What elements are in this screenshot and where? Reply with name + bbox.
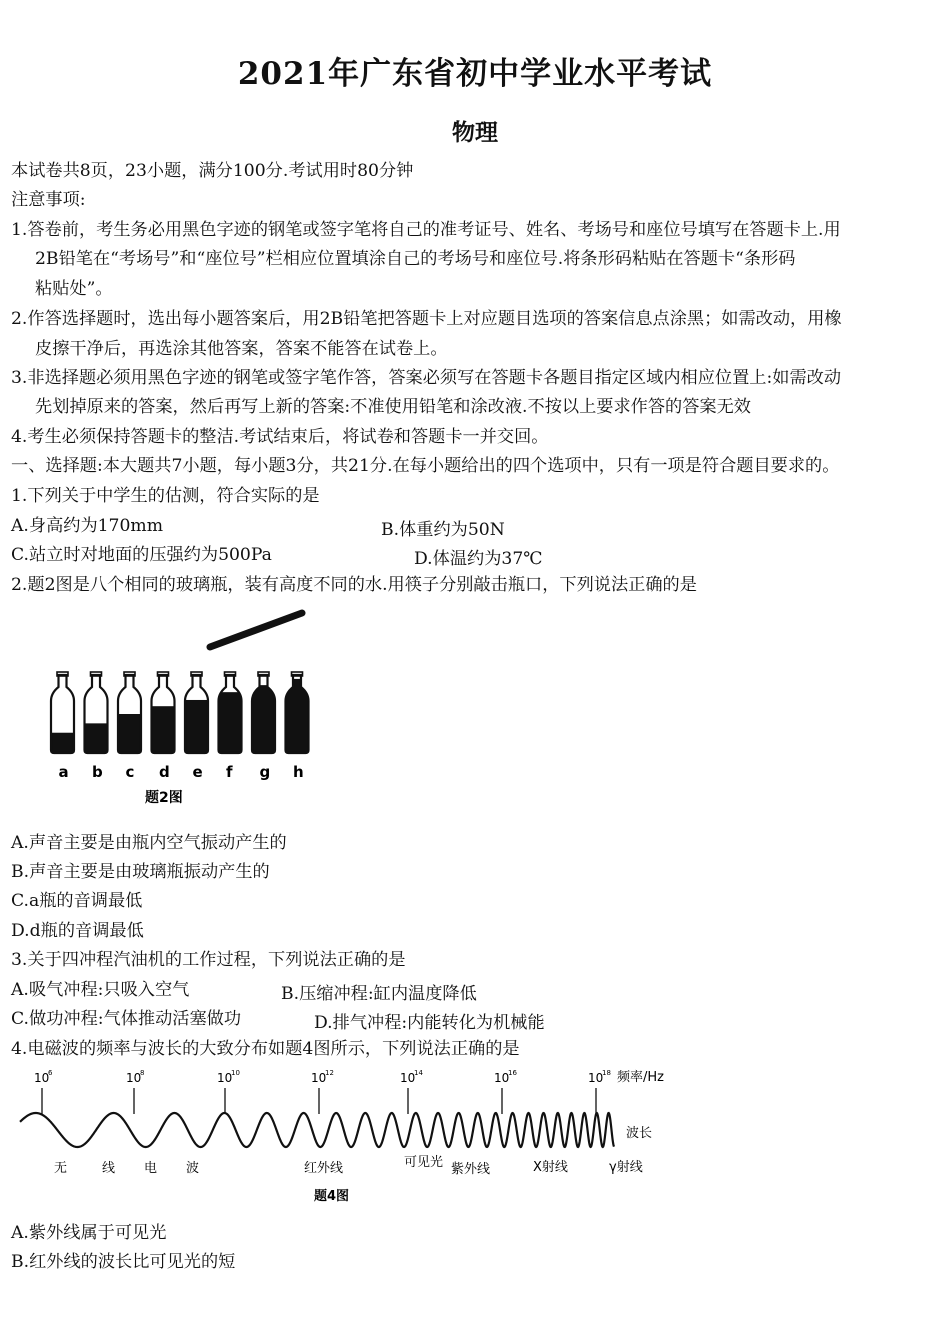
q1-option-a: A.身高约为170mm bbox=[11, 516, 164, 536]
svg-text:10: 10 bbox=[311, 1071, 327, 1085]
bottle-label-g: g bbox=[259, 763, 271, 781]
svg-text:16: 16 bbox=[508, 1069, 517, 1077]
band-gamma: γ射线 bbox=[609, 1160, 643, 1175]
q3-stem: 3.关于四冲程汽油机的工作过程，下列说法正确的是 bbox=[11, 950, 406, 970]
water-f bbox=[217, 692, 244, 755]
subject-title: 物理 bbox=[452, 119, 498, 146]
water-e bbox=[183, 700, 210, 755]
frequency-tick-1e12 bbox=[311, 1069, 334, 1114]
q1-option-b: B.体重约为50N bbox=[381, 520, 505, 540]
notice-1-line-1: 1.答卷前，考生务必用黑色字迹的钢笔或签字笔将自己的准考证号、姓名、考场号和座位号填写在答题卡上.用 bbox=[11, 220, 841, 240]
exam-title: 2021年广东省初中学业水平考试 bbox=[237, 56, 713, 92]
q1-stem: 1.下列关于中学生的估测，符合实际的是 bbox=[11, 486, 320, 506]
frequency-tick-1e10 bbox=[217, 1069, 240, 1114]
svg-text:8: 8 bbox=[140, 1069, 145, 1077]
frequency-tick-1e6 bbox=[34, 1069, 53, 1114]
q2-option-c: C.a瓶的音调最低 bbox=[11, 891, 143, 911]
bottle-c bbox=[116, 672, 143, 755]
q2-option-a: A.声音主要是由瓶内空气振动产生的 bbox=[11, 833, 287, 853]
svg-text:10: 10 bbox=[34, 1071, 50, 1085]
bottle-e bbox=[183, 672, 210, 755]
svg-text:10: 10 bbox=[217, 1071, 233, 1085]
svg-text:10: 10 bbox=[494, 1071, 510, 1085]
bottle-label-e: e bbox=[192, 763, 203, 781]
bottle-b bbox=[83, 672, 110, 755]
bottle-label-f: f bbox=[226, 763, 233, 781]
q2-stem: 2.题2图是八个相同的玻璃瓶，装有高度不同的水.用筷子分别敲击瓶口，下列说法正确的是 bbox=[11, 575, 697, 595]
band-infrared: 红外线 bbox=[304, 1161, 344, 1176]
notice-3-line-1: 3.非选择题必须用黑色字迹的钢笔或签字笔作答，答案必须写在答题卡各题目指定区域内相应位置上:如需改动 bbox=[11, 368, 842, 388]
svg-text:10: 10 bbox=[231, 1069, 240, 1077]
frequency-unit-label: 频率/Hz bbox=[617, 1070, 664, 1085]
q2-option-b: B.声音主要是由玻璃瓶振动产生的 bbox=[11, 862, 270, 882]
figure-4-spectrum bbox=[14, 1064, 704, 1214]
wavelength-curve bbox=[20, 1113, 614, 1147]
band-radio-3: 电 bbox=[144, 1161, 158, 1176]
bottle-a bbox=[49, 672, 76, 755]
bottle-label-group bbox=[59, 763, 304, 781]
water-d bbox=[150, 706, 177, 755]
water-a bbox=[49, 733, 76, 755]
frequency-tick-1e16 bbox=[494, 1069, 517, 1114]
bottle-group bbox=[49, 672, 311, 755]
exam-intro: 本试卷共8页，23小题，满分100分.考试用时80分钟 bbox=[11, 161, 414, 181]
water-b bbox=[83, 723, 110, 755]
notice-1-line-2: 2B铅笔在“考场号”和“座位号”栏相应位置填涂自己的考场号和座位号.将条形码粘贴在答题卡“条形码 bbox=[35, 249, 796, 269]
svg-text:12: 12 bbox=[325, 1069, 334, 1077]
frequency-tick-1e14 bbox=[400, 1069, 423, 1114]
bottle-h bbox=[284, 672, 311, 755]
notice-2-line-1: 2.作答选择题时，选出每小题答案后，用2B铅笔把答题卡上对应题目选项的答案信息点涂黑；如需改动，用橡 bbox=[11, 309, 842, 329]
q2-option-d: D.d瓶的音调最低 bbox=[11, 921, 144, 941]
bottle-label-a: a bbox=[58, 763, 69, 781]
figure-2-caption: 题2图 bbox=[145, 790, 183, 806]
notice-1-line-3: 粘贴处”。 bbox=[35, 279, 113, 299]
bottle-f bbox=[217, 672, 244, 755]
svg-text:14: 14 bbox=[414, 1069, 423, 1077]
bottle-label-h: h bbox=[293, 763, 304, 781]
q4-option-a: A.紫外线属于可见光 bbox=[11, 1223, 167, 1243]
bottle-label-b: b bbox=[92, 763, 103, 781]
frequency-tick-1e8 bbox=[126, 1069, 144, 1114]
svg-text:10: 10 bbox=[126, 1071, 142, 1085]
band-radio-2: 线 bbox=[102, 1161, 116, 1176]
q1-option-c: C.站立时对地面的压强约为500Pa bbox=[11, 545, 272, 565]
bottle-d bbox=[150, 672, 177, 755]
frequency-tick-1e18 bbox=[588, 1069, 611, 1114]
band-visible: 可见光 bbox=[404, 1155, 444, 1170]
notice-heading: 注意事项: bbox=[11, 190, 86, 210]
section-1-heading: 一、选择题:本大题共7小题，每小题3分，共21分.在每小题给出的四个选项中，只有一项是符合题目要求的。 bbox=[11, 456, 840, 476]
band-radio-4: 波 bbox=[186, 1161, 200, 1176]
water-c bbox=[116, 714, 143, 755]
svg-text:10: 10 bbox=[400, 1071, 416, 1085]
figure-4-caption: 题4图 bbox=[314, 1189, 350, 1204]
bottle-label-c: c bbox=[125, 763, 135, 781]
q3-option-d: D.排气冲程:内能转化为机械能 bbox=[314, 1013, 545, 1033]
q3-option-a: A.吸气冲程:只吸入空气 bbox=[11, 980, 190, 1000]
q4-stem: 4.电磁波的频率与波长的大致分布如题4图所示，下列说法正确的是 bbox=[11, 1039, 520, 1059]
notice-3-line-2: 先划掉原来的答案，然后再写上新的答案:不准使用铅笔和涂改液.不按以上要求作答的答案无效 bbox=[35, 397, 751, 417]
chopstick bbox=[210, 613, 302, 647]
frequency-tick-group bbox=[34, 1069, 611, 1114]
water-h bbox=[284, 679, 311, 755]
q3-option-c: C.做功冲程:气体推动活塞做功 bbox=[11, 1009, 242, 1029]
svg-text:6: 6 bbox=[48, 1069, 53, 1077]
notice-2-line-2: 皮擦干净后，再选涂其他答案，答案不能答在试卷上。 bbox=[35, 339, 448, 359]
q4-option-b: B.红外线的波长比可见光的短 bbox=[11, 1252, 236, 1272]
svg-text:10: 10 bbox=[588, 1071, 604, 1085]
q3-option-b: B.压缩冲程:缸内温度降低 bbox=[281, 984, 477, 1004]
q1-option-d: D.体温约为37℃ bbox=[414, 549, 543, 569]
bottle-g bbox=[250, 672, 277, 755]
notice-4: 4.考生必须保持答题卡的整洁.考试结束后，将试卷和答题卡一并交回。 bbox=[11, 427, 549, 447]
band-radio-1: 无 bbox=[54, 1161, 68, 1176]
spectrum-diagram bbox=[14, 1064, 704, 1214]
bottles-diagram bbox=[30, 605, 330, 815]
figure-2-bottles bbox=[30, 605, 330, 815]
bottle-label-d: d bbox=[159, 763, 170, 781]
band-ultraviolet: 紫外线 bbox=[451, 1162, 491, 1177]
wavelength-label: 波长 bbox=[626, 1126, 653, 1141]
svg-text:18: 18 bbox=[602, 1069, 611, 1077]
band-xray: X射线 bbox=[533, 1160, 568, 1175]
